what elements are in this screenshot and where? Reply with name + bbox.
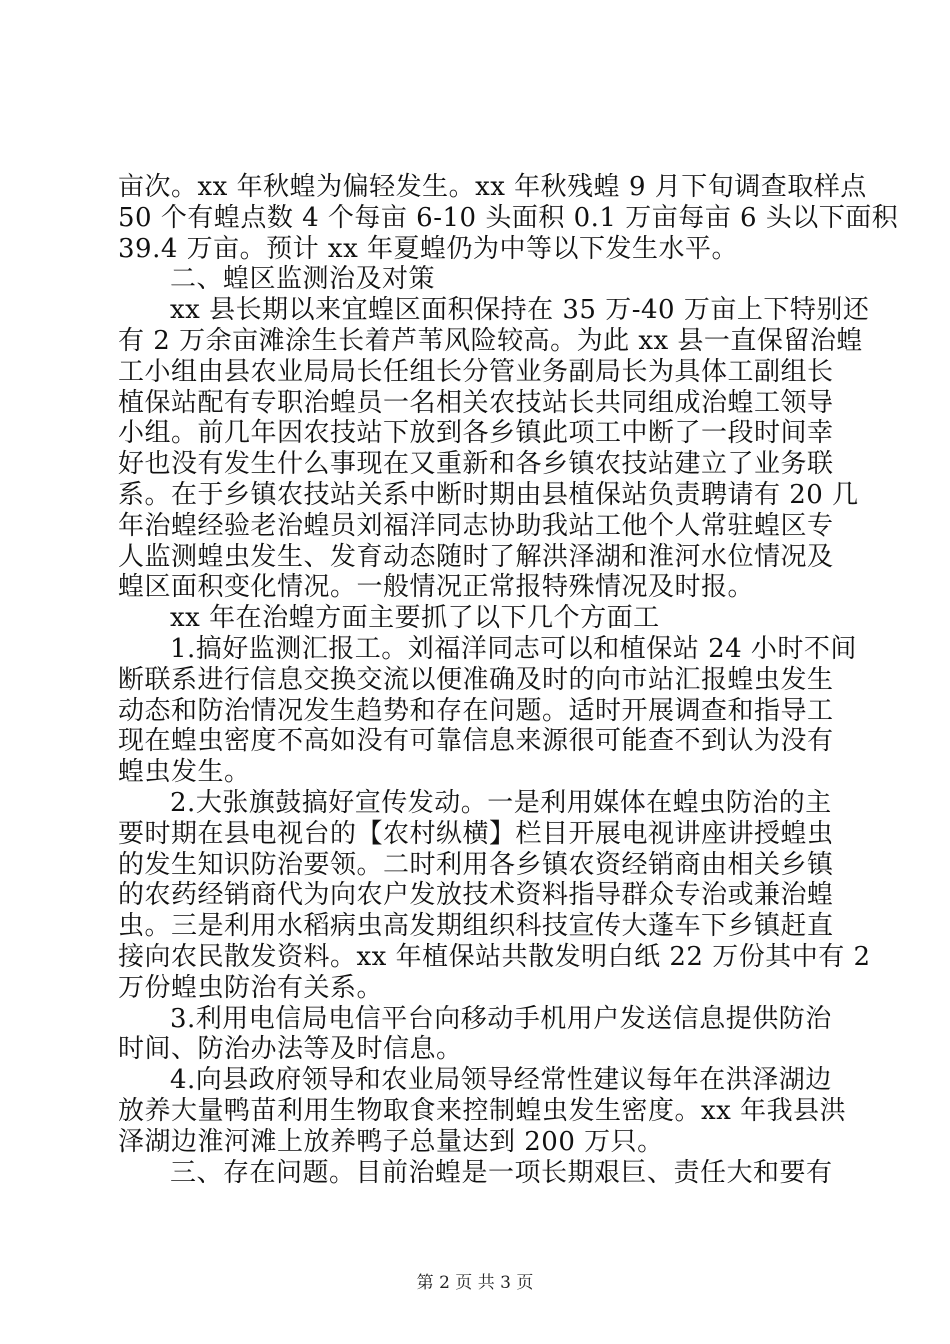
text-line: 虫。三是利用水稻病虫高发期组织科技宣传大蓬车下乡镇赶直	[118, 911, 834, 942]
text-line: 人监测蝗虫发生、发育动态随时了解洪泽湖和淮河水位情况及	[118, 541, 834, 572]
text-line: 工小组由县农业局局长任组长分管业务副局长为具体工副组长	[118, 356, 834, 387]
text-line: 50 个有蝗点数 4 个每亩 6-10 头面积 0.1 万亩每亩 6 头以下面积	[118, 202, 899, 233]
text-line: 好也没有发生什么事现在又重新和各乡镇农技站建立了业务联	[118, 449, 834, 480]
text-line: 现在蝗虫密度不高如没有可靠信息来源很可能查不到认为没有	[118, 726, 834, 757]
text-line: 要时期在县电视台的【农村纵横】栏目开展电视讲座讲授蝗虫	[118, 818, 834, 849]
section-heading	[118, 264, 838, 295]
text-line: 2.大张旗鼓搞好宣传发动。一是利用媒体在蝗虫防治的主	[170, 787, 832, 818]
text-line: 39.4 万亩。预计 xx 年夏蝗仍为中等以下发生水平。	[118, 233, 739, 264]
text-line: 蝗虫发生。	[118, 757, 251, 788]
paragraph	[118, 1158, 838, 1189]
text-line: 动态和防治情况发生趋势和存在问题。适时开展调查和指导工	[118, 695, 834, 726]
text-line: 放养大量鸭苗利用生物取食来控制蝗虫发生密度。xx 年我县洪	[118, 1095, 847, 1126]
paragraph	[118, 633, 857, 788]
text-line: 小组。前几年因农技站下放到各乡镇此项工中断了一段时间幸	[118, 418, 834, 449]
text-line: 的发生知识防治要领。二时利用各乡镇农资经销商由相关乡镇	[118, 849, 834, 880]
text-line: xx 年在治蝗方面主要抓了以下几个方面工	[170, 603, 660, 634]
page-footer: 第 2 页 共 3 页	[416, 1273, 534, 1293]
paragraph	[118, 603, 838, 634]
text-line: 3.利用电信局电信平台向移动手机用户发送信息提供防治	[170, 1003, 832, 1034]
text-line: 1.搞好监测汇报工。刘福洋同志可以和植保站 24 小时不间	[170, 633, 857, 664]
text-line: 植保站配有专职治蝗员一名相关农技站长共同组成治蝗工领导	[118, 387, 834, 418]
paragraph	[118, 1065, 847, 1157]
text-line: 接向农民散发资料。xx 年植保站共散发明白纸 22 万份其中有 2	[118, 941, 871, 972]
paragraph	[118, 787, 871, 1004]
text-line: 断联系进行信息交换交流以便准确及时的向市站汇报蝗虫发生	[118, 664, 834, 695]
document-body	[118, 172, 899, 1188]
text-line: 年治蝗经验老治蝗员刘福洋同志协助我站工他个人常驻蝗区专	[118, 510, 834, 541]
text-line: 万份蝗虫防治有关系。	[118, 972, 384, 1003]
text-line: 蝗区面积变化情况。一般情况正常报特殊情况及时报。	[118, 572, 755, 603]
text-line: 的农药经销商代为向农户发放技术资料指导群众专治或兼治蝗	[118, 880, 834, 911]
text-line: 二、蝗区监测治及对策	[170, 264, 436, 295]
text-line: 时间、防治办法等及时信息。	[118, 1034, 463, 1065]
paragraph	[118, 295, 870, 603]
text-line: 亩次。xx 年秋蝗为偏轻发生。xx 年秋残蝗 9 月下旬调查取样点	[118, 172, 867, 202]
paragraph	[118, 172, 899, 264]
text-line: 三、存在问题。目前治蝗是一项长期艰巨、责任大和要有	[170, 1157, 833, 1188]
text-line: 4.向县政府领导和农业局领导经常性建议每年在洪泽湖边	[170, 1065, 832, 1096]
text-line: 系。在于乡镇农技站关系中断时期由县植保站负责聘请有 20 几	[118, 479, 859, 510]
text-line: xx 县长期以来宜蝗区面积保持在 35 万-40 万亩上下特别还	[170, 295, 870, 326]
text-line: 有 2 万余亩滩涂生长着芦苇风险较高。为此 xx 县一直保留治蝗	[118, 325, 863, 356]
paragraph	[118, 1004, 838, 1066]
text-line: 泽湖边淮河滩上放养鸭子总量达到 200 万只。	[118, 1126, 664, 1157]
